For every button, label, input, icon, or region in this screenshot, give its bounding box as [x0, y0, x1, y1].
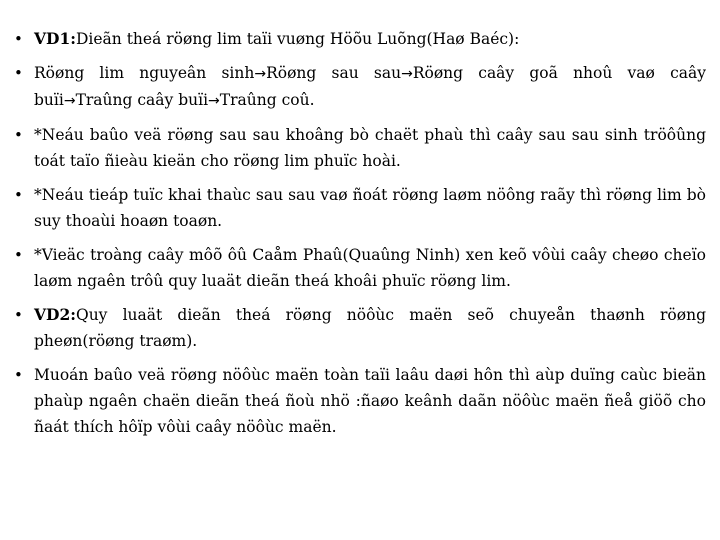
right-arrow-icon: → — [254, 66, 267, 82]
bullet-list — [14, 26, 706, 440]
right-arrow-icon: → — [63, 93, 76, 109]
right-arrow-icon: → — [401, 66, 413, 82]
bullet-dot: • — [14, 306, 23, 324]
bullet-dot: • — [14, 30, 23, 48]
bullet-dot: • — [14, 366, 23, 384]
example-label-vd1: VD1: — [34, 29, 76, 48]
bullet-item-exploitation — [14, 182, 706, 234]
bullet-item-protect-forest — [14, 122, 706, 174]
bullet-dot: • — [14, 126, 23, 144]
succession-stage-4: Traûng caây buïi — [75, 91, 209, 109]
example-label-vd2: VD2: — [34, 305, 76, 324]
bullet-item-succession-chain — [14, 60, 706, 114]
bullet-item-mangrove-protection — [14, 362, 706, 440]
bullet-item-vd2 — [14, 302, 706, 354]
bullet-dot: • — [14, 64, 23, 82]
bullet-text: *Neáu tieáp tuïc khai thaùc sau sau vaø ñoát röøng laøm nöông raãy thì röøng lim bò suy thoaùi hoaøn toaøn. — [34, 186, 706, 230]
succession-stage-5: Traûng coû. — [219, 91, 315, 109]
bullet-dot: • — [14, 246, 23, 264]
bullet-text: *Vieäc troàng caây môõ ôû Caåm Phaû(Quaûng Ninh) xen keõ vôùi caây cheøo cheïo laøm ngaên trôû quy luaät dieãn theá khoâi phuïc röøng lim. — [34, 246, 706, 290]
bullet-text: Dieãn theá röøng lim taïi vuøng Höõu Luõng(Haø Baéc): — [75, 30, 520, 48]
succession-stage-1: Röøng lim nguyeân sinh — [34, 64, 255, 82]
bullet-text: *Neáu baûo veä röøng sau sau khoâng bò chaët phaù thì caây sau sau sinh tröôûng toát taïo ñieàu kieän cho röøng lim phuïc hoài. — [34, 126, 706, 170]
bullet-text: Quy luaät dieãn theá röøng nöôùc maën seõ chuyeån thaønh röøng pheøn(röøng traøm). — [34, 306, 706, 350]
succession-stage-3: Röøng caây goã nhoû vaø caây buïi — [34, 64, 706, 109]
bullet-item-vd1 — [14, 26, 706, 52]
bullet-text: Muoán baûo veä röøng nöôùc maën toàn taïi laâu daøi hôn thì aùp duïng caùc bieän phaùp ngaên chaën dieãn theá ñoù nhö :ñaøo keânh daãn nöôùc maën ñeå giöõ cho ñaát thích hôïp vôùi caây nöôùc maën. — [34, 366, 706, 436]
succession-stage-2: Röøng sau sau — [266, 64, 402, 82]
right-arrow-icon: → — [208, 93, 220, 109]
bullet-item-planting — [14, 242, 706, 294]
bullet-dot: • — [14, 186, 23, 204]
